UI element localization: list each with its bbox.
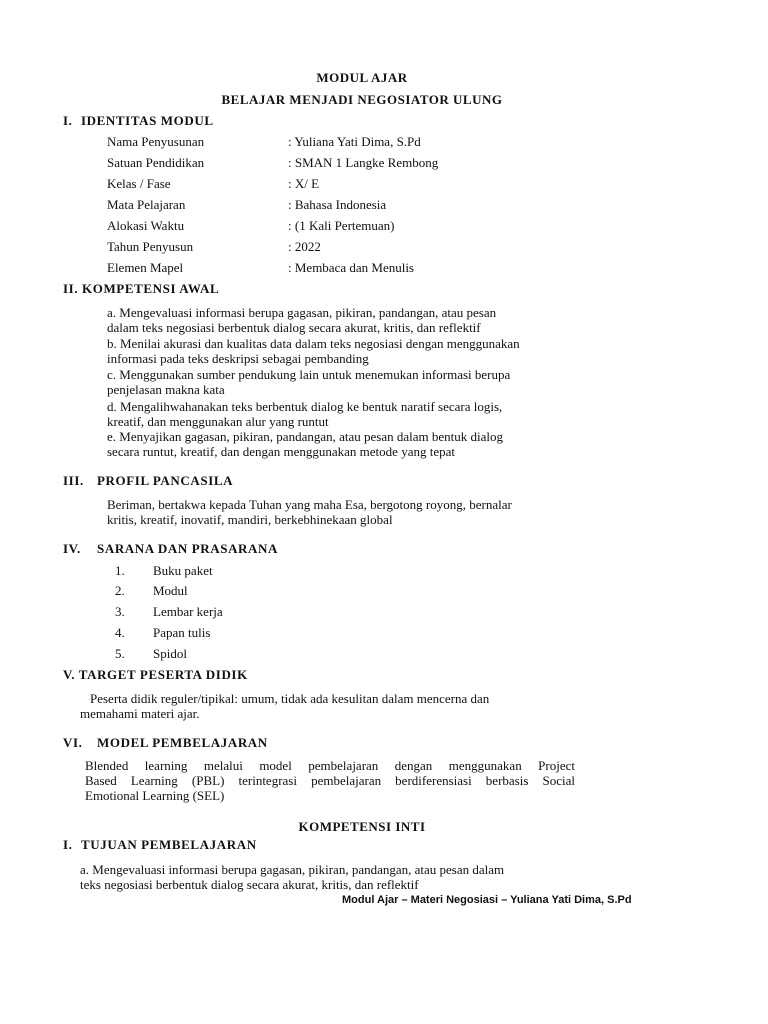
section-title: IDENTITAS MODUL <box>81 113 214 128</box>
paragraph-line: teks negosiasi berbentuk dialog secara akurat, kritis, dan reflektif <box>80 877 419 892</box>
paragraph-line: kritis, kreatif, inovatif, mandiri, berkebhinekaan global <box>107 512 393 527</box>
identitas-value: : Membaca dan Menulis <box>288 260 414 275</box>
paragraph-line: Emotional Learning (SEL) <box>85 788 225 803</box>
list-item <box>107 367 510 397</box>
list-item <box>107 336 520 366</box>
profil-paragraph <box>107 497 512 527</box>
section-number: I. <box>63 837 73 852</box>
identitas-label: Kelas / Fase <box>107 176 171 191</box>
list-item: Papan tulis <box>153 625 211 640</box>
paragraph-line: Beriman, bertakwa kepada Tuhan yang maha Esa, bergotong royong, bernalar <box>107 497 512 512</box>
list-item-line: b. Menilai akurasi dan kualitas data dalam teks negosiasi dengan menggunakan <box>107 336 520 351</box>
section-title: MODEL PEMBELAJARAN <box>97 735 268 750</box>
identitas-value: : 2022 <box>288 239 321 254</box>
list-item-number: 2. <box>115 583 125 598</box>
identitas-value: : X/ E <box>288 176 320 191</box>
model-paragraph <box>85 758 575 803</box>
list-item: Buku paket <box>153 563 213 578</box>
list-item: Modul <box>153 583 188 598</box>
list-item-number: 5. <box>115 646 125 661</box>
list-item: Spidol <box>153 646 187 661</box>
section-title: TUJUAN PEMBELAJARAN <box>81 837 257 852</box>
list-item-line: e. Menyajikan gagasan, pikiran, pandangan, atau pesan dalam bentuk dialog <box>107 429 504 444</box>
identitas-value: : Bahasa Indonesia <box>288 197 387 212</box>
list-item-line: secara runtut, kreatif, dan dengan menggunakan metode yang tepat <box>107 444 455 459</box>
kompetensi-inti-heading: KOMPETENSI INTI <box>298 819 426 834</box>
section-number: VI. <box>63 735 83 750</box>
paragraph-line: memahami materi ajar. <box>80 706 200 721</box>
section-number: I. <box>63 113 73 128</box>
list-item-number: 3. <box>115 604 125 619</box>
list-item <box>107 305 496 335</box>
identitas-label: Satuan Pendidikan <box>107 155 205 170</box>
document-title: MODUL AJAR <box>316 70 408 85</box>
list-item-number: 1. <box>115 563 125 578</box>
identitas-value: : Yuliana Yati Dima, S.Pd <box>288 134 421 149</box>
document-subtitle: BELAJAR MENJADI NEGOSIATOR ULUNG <box>221 92 503 107</box>
identitas-label: Alokasi Waktu <box>107 218 185 233</box>
section-title: PROFIL PANCASILA <box>97 473 234 488</box>
identitas-value: : (1 Kali Pertemuan) <box>288 218 395 233</box>
list-item-number: 4. <box>115 625 125 640</box>
identitas-value: : SMAN 1 Langke Rembong <box>288 155 439 170</box>
list-item <box>107 399 502 429</box>
section-title: SARANA DAN PRASARANA <box>97 541 279 556</box>
paragraph-line: Based Learning (PBL) terintegrasi pembelajaran berdiferensiasi berbasis Social <box>85 773 575 788</box>
page-footer: Modul Ajar – Materi Negosiasi – Yuliana Yati Dima, S.Pd <box>342 894 632 906</box>
section-number: III. <box>63 473 84 488</box>
list-item-line: a. Mengevaluasi informasi berupa gagasan, pikiran, pandangan, atau pesan <box>107 305 497 320</box>
section-heading-kompetensi-awal: II. KOMPETENSI AWAL <box>63 281 220 296</box>
list-item: Lembar kerja <box>153 604 223 619</box>
identitas-label: Tahun Penyusun <box>107 239 194 254</box>
list-item-line: kreatif, dan menggunakan alur yang runtut <box>107 414 329 429</box>
identitas-label: Nama Penyusunan <box>107 134 205 149</box>
list-item <box>107 429 503 459</box>
paragraph-line: a. Mengevaluasi informasi berupa gagasan, pikiran, pandangan, atau pesan dalam <box>80 862 505 877</box>
identitas-label: Elemen Mapel <box>107 260 184 275</box>
list-item-line: d. Mengalihwahanakan teks berbentuk dialog ke bentuk naratif secara logis, <box>107 399 503 414</box>
tujuan-paragraph <box>80 862 504 892</box>
list-item-line: dalam teks negosiasi berbentuk dialog secara akurat, kritis, dan reflektif <box>107 320 481 335</box>
list-item-line: c. Menggunakan sumber pendukung lain untuk menemukan informasi berupa <box>107 367 511 382</box>
target-paragraph <box>80 691 489 721</box>
paragraph-line: Peserta didik reguler/tipikal: umum, tidak ada kesulitan dalam mencerna dan <box>90 691 490 706</box>
identitas-label: Mata Pelajaran <box>107 197 186 212</box>
section-number: IV. <box>63 541 81 556</box>
paragraph-line: Blended learning melalui model pembelajaran dengan menggunakan Project <box>85 758 575 773</box>
list-item-line: informasi pada teks deskripsi sebagai pembanding <box>107 351 369 366</box>
list-item-line: penjelasan makna kata <box>107 382 225 397</box>
section-heading-target: V. TARGET PESERTA DIDIK <box>63 667 248 682</box>
